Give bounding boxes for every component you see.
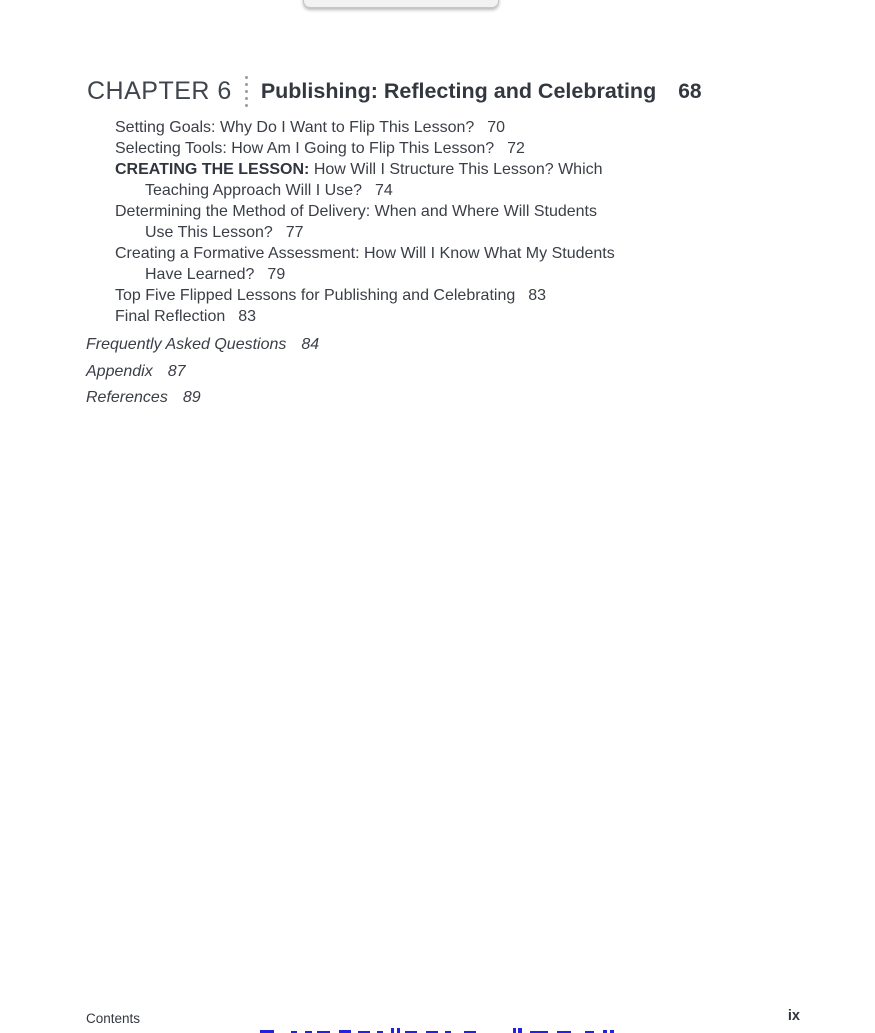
back-matter-title: References	[86, 389, 168, 406]
toc-entry-page-number: 83	[238, 308, 257, 325]
toc-entry-bold-lead: CREATING THE LESSON:	[115, 161, 310, 178]
toc-entry-line: Teaching Approach Will I Use? 74	[145, 182, 393, 199]
toc-entry	[115, 117, 695, 138]
toc-entry-line: Determining the Method of Delivery: When and Where Will Students	[115, 203, 597, 220]
toc-entry-line: Use This Lesson? 77	[145, 224, 304, 241]
clipped-hyperlink-fragment[interactable]	[260, 1027, 635, 1033]
toc-entry	[115, 306, 695, 327]
toc-entry	[115, 159, 695, 201]
toc-entry-line: Top Five Flipped Lessons for Publishing and Celebrating 83	[115, 287, 547, 304]
back-matter-page-number: 89	[182, 389, 201, 406]
back-matter-entry	[86, 359, 319, 386]
back-matter-list	[86, 332, 319, 412]
footer-page-folio: ix	[787, 1008, 800, 1024]
chapter-label: CHAPTER 6	[87, 77, 232, 105]
toc-entry-line: CREATING THE LESSON: How Will I Structure This Lesson? Which	[115, 161, 603, 178]
toc-entry-line: Have Learned? 79	[145, 266, 286, 283]
dotted-divider-icon	[245, 76, 248, 107]
toc-entry-line: Setting Goals: Why Do I Want to Flip This Lesson? 70	[115, 119, 506, 136]
chapter-title: Publishing: Reflecting and Celebrating	[260, 79, 657, 103]
chapter-page-number: 68	[678, 79, 702, 103]
floating-toolbar-remnant[interactable]	[303, 0, 499, 8]
toc-entry-page-number: 79	[267, 266, 286, 283]
toc-entry	[115, 243, 695, 285]
toc-entry-page-number: 77	[285, 224, 304, 241]
back-matter-title: Appendix	[86, 362, 153, 380]
chapter-heading	[87, 76, 702, 107]
back-matter-entry	[86, 332, 319, 359]
toc-entry-line: Final Reflection 83	[115, 308, 257, 325]
back-matter-entry	[86, 385, 319, 412]
back-matter-page-number: 87	[167, 362, 186, 380]
toc-entry	[115, 138, 695, 159]
toc-entry-line: Creating a Formative Assessment: How Will I Know What My Students	[115, 245, 615, 262]
back-matter-page-number: 84	[301, 336, 320, 353]
toc-entry	[115, 201, 695, 243]
toc-list	[115, 117, 695, 327]
toc-entry-page-number: 72	[507, 140, 525, 157]
toc-entry-page-number: 74	[375, 182, 393, 199]
toc-entry	[115, 285, 695, 306]
toc-entry-page-number: 70	[487, 119, 506, 136]
footer-section-label: Contents	[86, 1011, 141, 1026]
toc-entry-line: Selecting Tools: How Am I Going to Flip This Lesson? 72	[115, 140, 525, 157]
back-matter-title: Frequently Asked Questions	[86, 336, 287, 353]
toc-entry-page-number: 83	[528, 287, 547, 304]
